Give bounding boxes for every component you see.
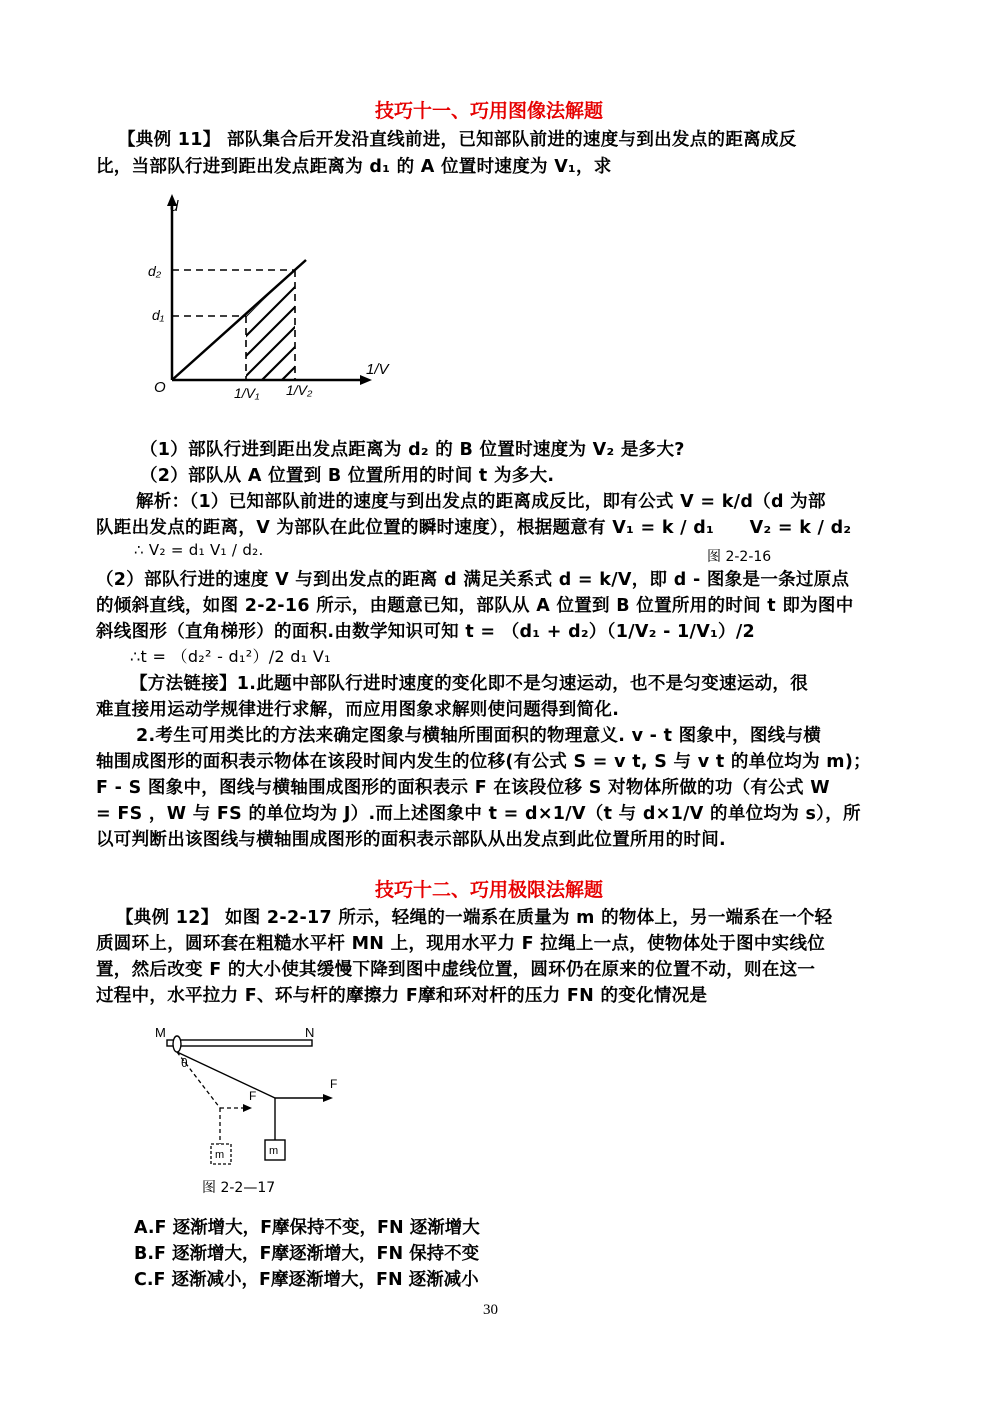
label-theta: θ xyxy=(181,1056,188,1070)
method-line7: 以可判断出该图线与横轴围成图形的面积表示部队从出发点到此位置所用的时间. xyxy=(96,830,726,850)
method-line6: = FS ，W 与 FS 的单位均为 J）.而上述图象中 t = d×1/V（t 与 d×1/V 的单位均为 s），所 xyxy=(96,804,861,824)
method-line5: F - S 图象中，图线与横轴围成图形的面积表示 F 在该段位移 S 对物体所做的功（有公式 W xyxy=(96,778,830,798)
solution-line4: （2）部队行进的速度 V 与到出发点的距离 d 满足关系式 d = k/V，即 d - 图象是一条过原点 xyxy=(96,570,850,590)
d1-label: d₁ xyxy=(152,307,165,323)
label-m-dashed: m xyxy=(215,1149,225,1161)
d2-label: d₂ xyxy=(148,263,162,279)
x2-label: 1/V₂ xyxy=(286,382,313,398)
d-line xyxy=(172,260,306,380)
solution-line7: ∴t = （d₂² - d₁²）/2 d₁ V₁ xyxy=(130,647,331,666)
question-1: （1）部队行进到距出发点距离为 d₂ 的 B 位置时速度为 V₂ 是多大? xyxy=(140,440,685,460)
axis-y-label: d xyxy=(170,198,179,215)
question-2: （2）部队从 A 位置到 B 位置所用的时间 t 为多大. xyxy=(140,466,555,486)
option-a: A.F 逐渐增大，F摩保持不变，FN 逐渐增大 xyxy=(134,1218,480,1238)
label-m: M xyxy=(155,1025,166,1040)
label-f-solid: F xyxy=(330,1077,338,1091)
rope-ring-diagram xyxy=(145,1020,365,1180)
solution-line3: ∴ V₂ = d₁ V₁ / d₂. xyxy=(134,541,264,559)
figure-caption-2-2-16: 图 2-2-16 xyxy=(707,549,772,565)
method-line3: 2.考生可用类比的方法来确定图象与横轴所围面积的物理意义. v - t 图象中，图线与横 xyxy=(136,726,822,746)
rod-mn xyxy=(167,1040,312,1046)
label-m-solid: m xyxy=(269,1145,279,1157)
solution-line2: 队距出发点的距离，V 为部队在此位置的瞬时速度），根据题意有 V₁ = k / d₁ V₂ = k / d₂ xyxy=(96,518,852,538)
label-n: N xyxy=(305,1025,315,1040)
example12-line1: 【典例 12】 如图 2-2-17 所示，轻绳的一端系在质量为 m 的物体上，另一端系在一个轻 xyxy=(116,908,833,928)
section-title-12: 技巧十二、巧用极限法解题 xyxy=(375,879,604,901)
method-line1: 【方法链接】1.此题中部队行进时速度的变化即不是匀速运动，也不是匀变速运动，很 xyxy=(130,674,809,694)
force-solid-arrow xyxy=(323,1094,333,1102)
solution-line5: 的倾斜直线，如图 2-2-16 所示，由题意已知，部队从 A 位置到 B 位置所用的时间 t 即为图中 xyxy=(96,596,854,616)
ring xyxy=(173,1036,181,1052)
section-title-11: 技巧十一、巧用图像法解题 xyxy=(375,100,604,122)
option-b: B.F 逐渐增大，F摩逐渐增大，FN 保持不变 xyxy=(134,1244,480,1264)
force-dashed-arrow xyxy=(243,1104,252,1112)
method-line4: 轴围成图形的面积表示物体在该段时间内发生的位移(有公式 S = v t, S 与 v t 的单位均为 m)； xyxy=(96,752,871,772)
solution-line6: 斜线图形（直角梯形）的面积.由数学知识可知 t = （d₁ + d₂）（1/V₂ - 1/V₁）/2 xyxy=(96,622,756,642)
rope-solid xyxy=(177,1052,275,1098)
x1-label: 1/V₁ xyxy=(234,385,260,401)
example12-line3: 置，然后改变 F 的大小使其缓慢下降到图中虚线位置，圆环仍在原来的位置不动，则在这一 xyxy=(96,960,816,980)
method-line2: 难直接用运动学规律进行求解，而应用图象求解则使问题得到简化. xyxy=(96,700,620,720)
solution-line1: 解析：（1）已知部队前进的速度与到出发点的距离成反比，即有公式 V = k/d（d 为部 xyxy=(136,492,826,512)
graph-d-vs-inverse-v xyxy=(140,192,410,407)
example12-line2: 质圆环上，圆环套在粗糙水平杆 MN 上，现用水平力 F 拉绳上一点，使物体处于图中实线位 xyxy=(96,934,826,954)
option-c: C.F 逐渐减小，F摩逐渐增大，FN 逐渐减小 xyxy=(134,1270,479,1290)
example11-line1: 【典例 11】 部队集合后开发沿直线前进，已知部队前进的速度与到出发点的距离成反 xyxy=(118,130,797,150)
rope-dashed xyxy=(177,1052,220,1108)
example12-line4: 过程中，水平拉力 F、环与杆的摩擦力 F摩和环对杆的压力 FN 的变化情况是 xyxy=(96,986,708,1006)
page-number: 30 xyxy=(483,1302,498,1318)
axis-x-label: 1/V xyxy=(366,361,389,378)
example11-line2: 比，当部队行进到距出发点距离为 d₁ 的 A 位置时速度为 V₁，求 xyxy=(96,157,612,177)
figure-caption-2-2-17: 图 2-2—17 xyxy=(202,1180,276,1196)
label-f-dashed: F xyxy=(249,1089,257,1103)
origin-label: O xyxy=(154,379,166,396)
